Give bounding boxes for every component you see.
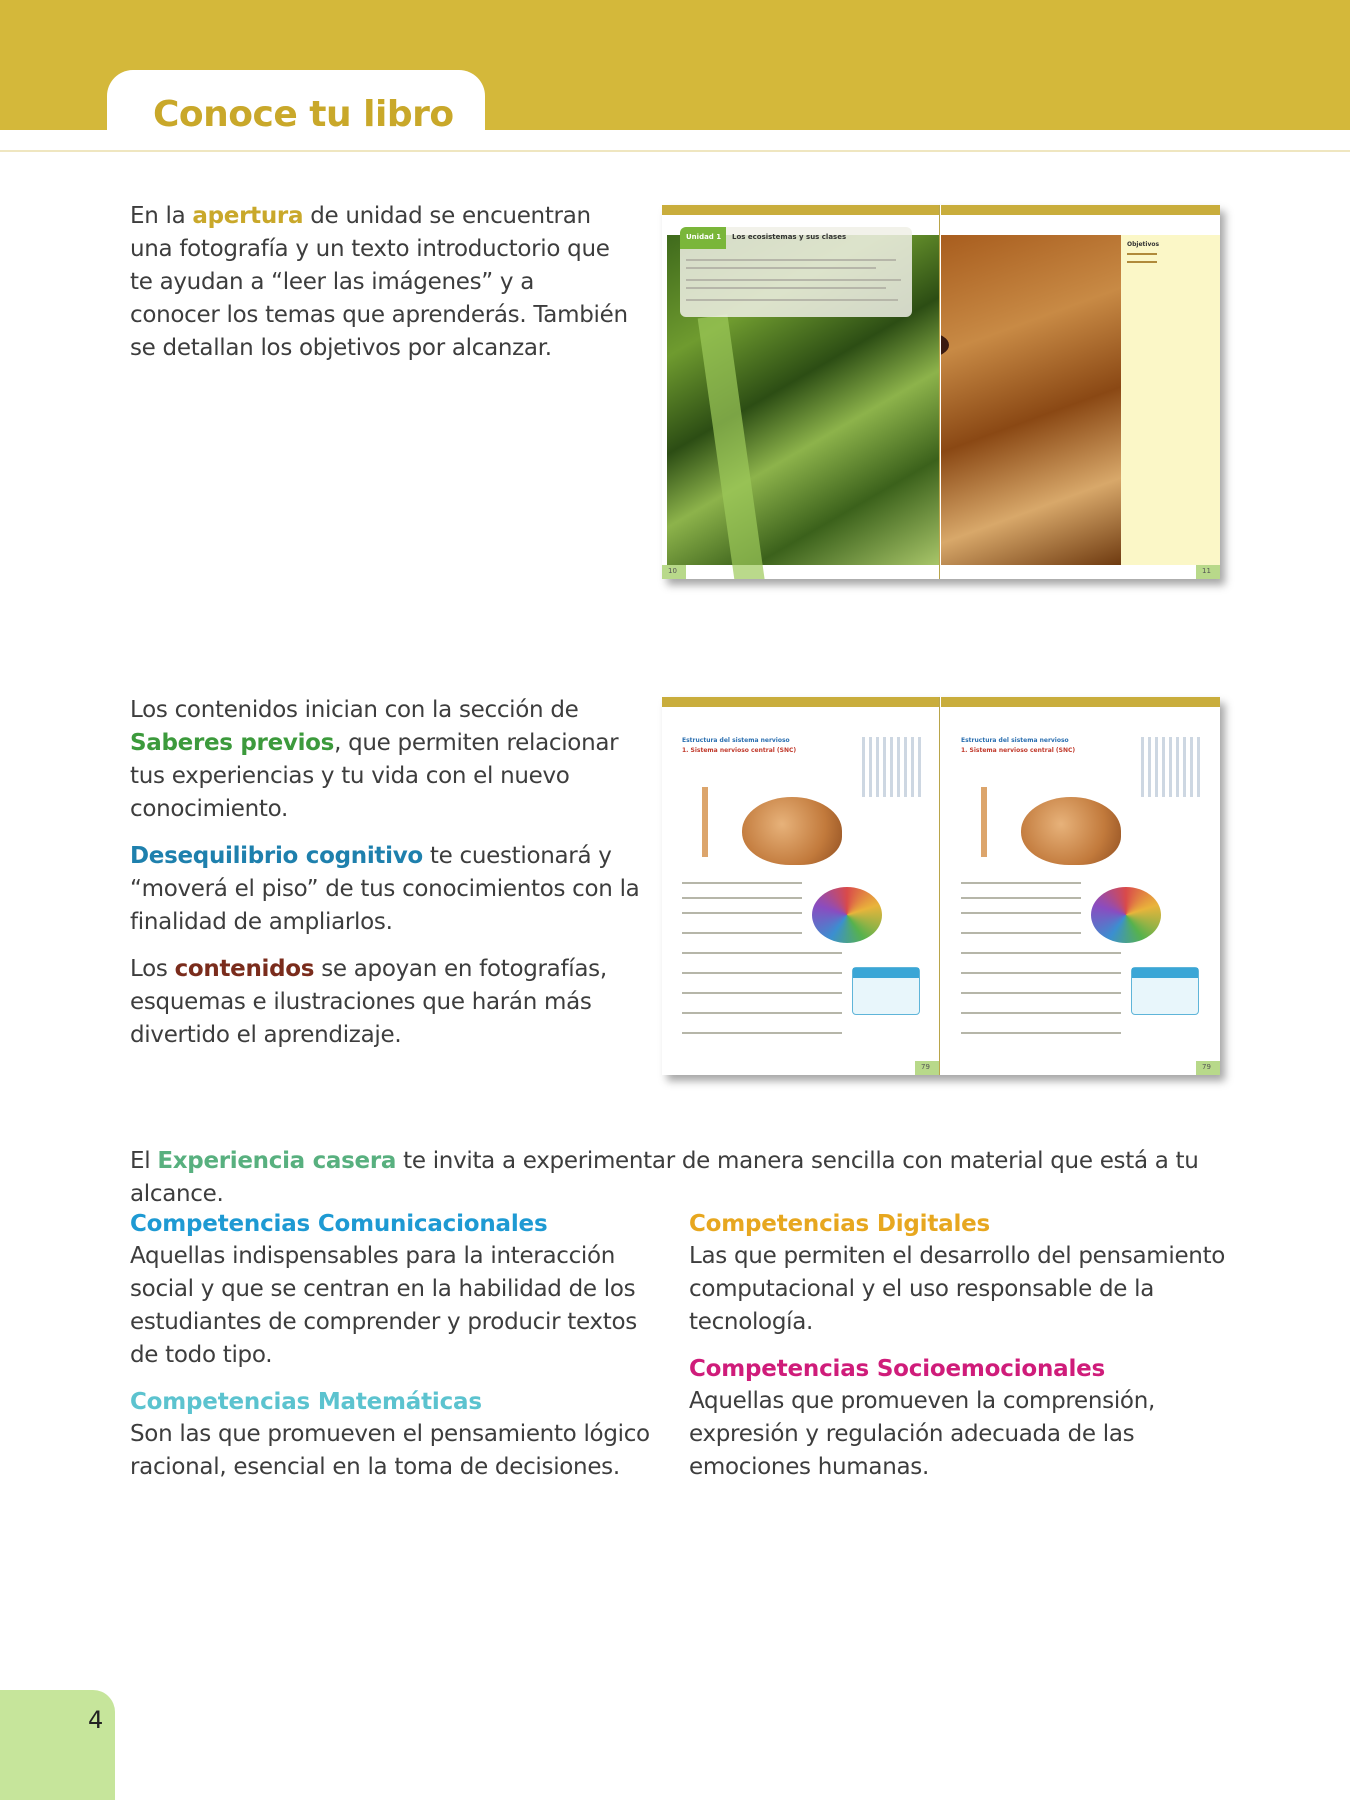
- text-line: [682, 932, 802, 934]
- experiencia-paragraph: [130, 1145, 1250, 1211]
- spread2-right-page-number: 79: [1202, 1063, 1211, 1071]
- saberes-highlight: Saberes previos: [130, 730, 335, 756]
- text-line: [682, 952, 842, 954]
- intro-line: [686, 259, 896, 261]
- spinal-cord-illustration: [981, 787, 987, 857]
- text-line: [682, 1012, 842, 1014]
- spread1-left-page: [662, 205, 940, 579]
- experiencia-highlight: Experiencia casera: [157, 1148, 397, 1174]
- intro-line: [686, 299, 898, 301]
- contenidos-text-end: se apoyan en fotografías, esquemas e ilustraciones que harán más divertido el aprendizaje.: [130, 956, 607, 1048]
- spread2-left-body: [662, 707, 939, 1075]
- vertebrae-illustration: [1141, 737, 1201, 797]
- spread2-right-subtitle: 1. Sistema nervioso central (SNC): [961, 747, 1076, 754]
- spread2-left-subtitle: 1. Sistema nervioso central (SNC): [682, 747, 797, 754]
- spread2-left-title: Estructura del sistema nervioso: [682, 737, 790, 744]
- text-line: [961, 972, 1121, 974]
- saberes-paragraph: [130, 694, 640, 826]
- intro-line: [686, 287, 886, 289]
- brain-hemispheres-illustration: [812, 887, 882, 943]
- desequilibrio-paragraph: [130, 840, 640, 939]
- page-number: 4: [88, 1706, 104, 1734]
- apertura-highlight: apertura: [192, 203, 304, 229]
- socioemocionales-heading: Competencias Socioemocionales: [689, 1356, 1106, 1382]
- objective-line: [1127, 253, 1157, 255]
- digitales-text: Las que permiten el desarrollo del pensamiento computacional y el uso responsable de la tecnología.: [689, 1243, 1226, 1335]
- competencias-left-column: [130, 1208, 670, 1498]
- apertura-paragraph: [130, 200, 630, 365]
- spread1-right-footer: [1196, 565, 1220, 579]
- content-pages-spread: [662, 697, 1220, 1075]
- experiencia-text-end: te invita a experimentar de manera sencilla con material que está a tu alcance.: [130, 1148, 1199, 1207]
- spread1-left-band: [662, 205, 939, 215]
- spread2-left-page: [662, 697, 940, 1075]
- spinal-cord-illustration: [702, 787, 708, 857]
- spread2-left-band: [662, 697, 939, 707]
- intro-line: [686, 267, 876, 269]
- contenidos-highlight: contenidos: [174, 956, 315, 982]
- objectives-panel: [1121, 235, 1220, 565]
- socioemocionales-text: Aquellas que promueven la comprensión, expresión y regulación adecuada de las emociones humanas.: [689, 1388, 1155, 1480]
- spread1-right-page-number: 11: [1202, 567, 1211, 575]
- unit-opening-spread: [662, 205, 1220, 579]
- text-line: [682, 912, 802, 914]
- spread2-left-page-number: 79: [921, 1063, 930, 1071]
- competencias-right-column: [689, 1208, 1229, 1498]
- unit-tag: [680, 227, 726, 249]
- branch-photo: [941, 235, 1121, 565]
- comunicacionales-heading: Competencias Comunicacionales: [130, 1211, 548, 1237]
- spread1-right-band: [941, 205, 1220, 215]
- matematicas-heading: Competencias Matemáticas: [130, 1389, 482, 1415]
- saberes-text-end: , que permiten relacionar tus experiencias y tu vida con el nuevo conocimiento.: [130, 730, 619, 822]
- digitales-heading: Competencias Digitales: [689, 1211, 991, 1237]
- text-line: [961, 1012, 1121, 1014]
- unit-tag-label: Unidad 1: [686, 233, 722, 241]
- unit-title: Los ecosistemas y sus clases: [732, 233, 847, 241]
- text-line: [682, 882, 802, 884]
- desequilibrio-highlight: Desequilibrio cognitivo: [130, 843, 423, 869]
- text-line: [961, 912, 1081, 914]
- desequilibrio-text-end: te cuestionará y “moverá el piso” de tus conocimientos con la finalidad de ampliarlos.: [130, 843, 640, 935]
- page-title: Conoce tu libro: [153, 94, 454, 135]
- header-divider: [0, 150, 1350, 152]
- apertura-text-start: En la: [130, 203, 193, 229]
- math-competence-box: [1131, 967, 1199, 1015]
- spread1-left-footer: [662, 565, 686, 579]
- objective-line: [1127, 261, 1157, 263]
- fern-leaf: [698, 314, 767, 579]
- spread2-right-body: [941, 707, 1220, 1075]
- contenidos-paragraph: [130, 953, 640, 1052]
- spread2-right-footer: [1196, 1061, 1220, 1075]
- butterfly-illustration: [941, 325, 951, 385]
- brain-illustration: [1021, 797, 1121, 865]
- spread2-right-band: [941, 697, 1220, 707]
- spread2-left-footer: [915, 1061, 939, 1075]
- text-line: [682, 992, 842, 994]
- spread2-right-page: [941, 697, 1220, 1075]
- comunicacionales-text: Aquellas indispensables para la interacción social y que se centran en la habilidad de los estudiantes de comprender y producir textos de todo tipo.: [130, 1243, 637, 1368]
- content-sections-text: [130, 694, 640, 1066]
- text-line: [961, 992, 1121, 994]
- brain-illustration: [742, 797, 842, 865]
- saberes-text-start: Los contenidos inician con la sección de: [130, 697, 579, 723]
- spread2-right-title: Estructura del sistema nervioso: [961, 737, 1069, 744]
- spread1-right-page: [941, 205, 1220, 579]
- text-line: [961, 932, 1081, 934]
- vertebrae-illustration: [862, 737, 922, 797]
- contenidos-text-start: Los: [130, 956, 175, 982]
- unit-intro-box: [680, 227, 912, 317]
- text-line: [961, 882, 1081, 884]
- text-line: [682, 897, 802, 899]
- apertura-text-end: de unidad se encuentran una fotografía y un texto introductorio que te ayudan a “leer las imágenes” y a conocer los temas que aprenderás. También se detallan los objetivos por alcanzar.: [130, 203, 628, 361]
- text-line: [961, 897, 1081, 899]
- matematicas-text: Son las que promueven el pensamiento lógico racional, esencial en la toma de decisiones.: [130, 1421, 650, 1480]
- text-line: [961, 1032, 1121, 1034]
- text-line: [961, 952, 1121, 954]
- brain-hemispheres-illustration: [1091, 887, 1161, 943]
- intro-line: [686, 279, 901, 281]
- title-tab: [107, 70, 485, 152]
- spread1-left-page-number: 10: [668, 567, 677, 575]
- objectives-label: Objetivos: [1127, 241, 1160, 248]
- text-line: [682, 972, 842, 974]
- text-line: [682, 1032, 842, 1034]
- experiencia-text-start: El: [130, 1148, 158, 1174]
- math-competence-box: [852, 967, 920, 1015]
